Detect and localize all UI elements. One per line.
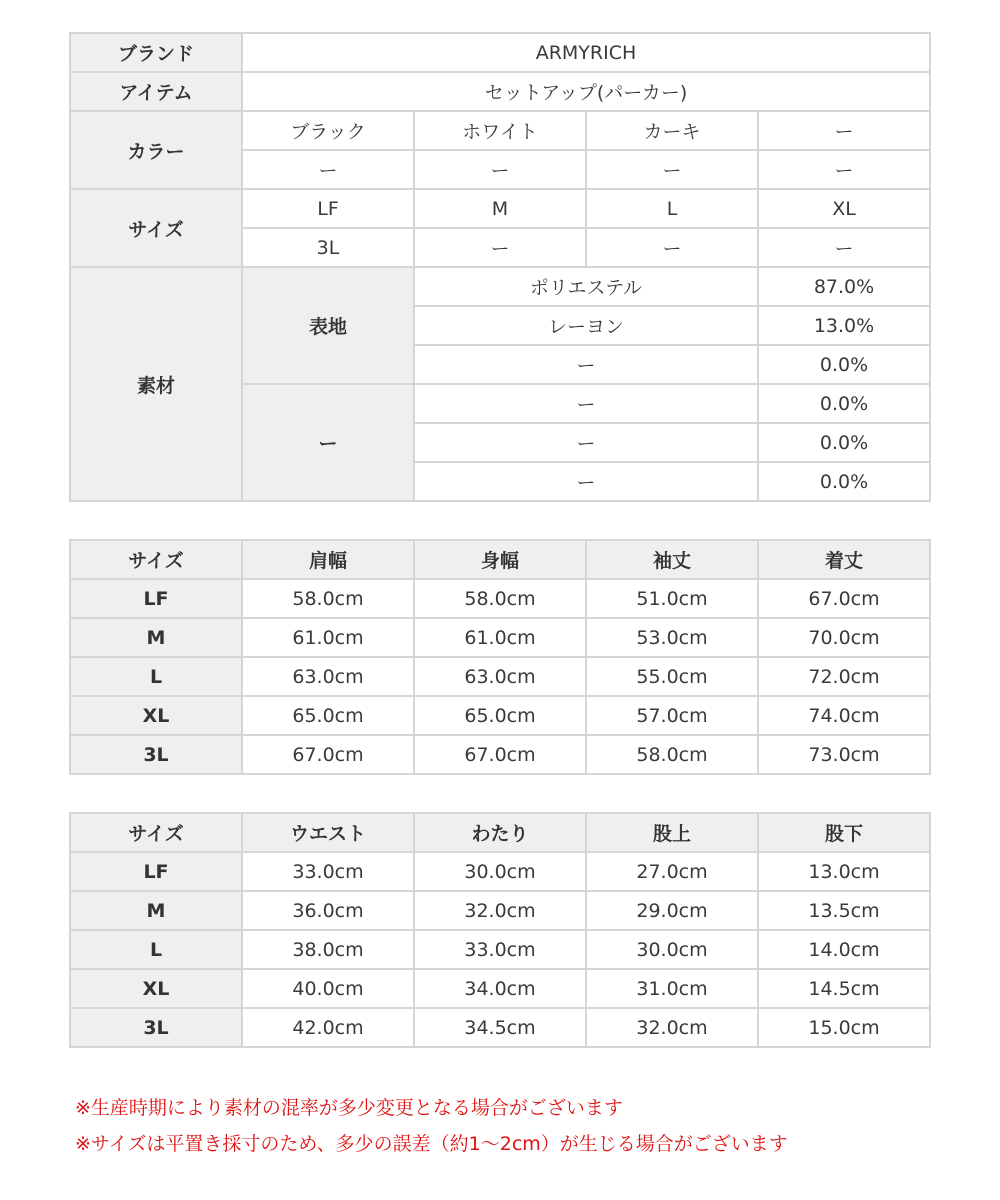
material-label: 素材 (70, 267, 242, 501)
size-value: ー (586, 228, 758, 267)
table-row (70, 930, 930, 969)
measurement-cell: 31.0cm (586, 969, 758, 1008)
material-percent: 0.0% (758, 384, 930, 423)
brand-value: ARMYRICH (242, 33, 930, 72)
measurement-cell: 30.0cm (586, 930, 758, 969)
measurement-cell: 55.0cm (586, 657, 758, 696)
measurement-cell: 67.0cm (414, 735, 586, 774)
size-cell: XL (70, 696, 242, 735)
measurement-cell: 40.0cm (242, 969, 414, 1008)
size-value: ー (758, 228, 930, 267)
measurement-cell: 65.0cm (242, 696, 414, 735)
measurement-cell: 58.0cm (414, 579, 586, 618)
size-value: LF (242, 189, 414, 228)
material-fiber: ー (414, 345, 758, 384)
column-header: 股上 (586, 813, 758, 852)
measurement-cell: 72.0cm (758, 657, 930, 696)
size-cell: LF (70, 852, 242, 891)
column-header: サイズ (70, 813, 242, 852)
item-label: アイテム (70, 72, 242, 111)
size-cell: XL (70, 969, 242, 1008)
tops-header-row (70, 540, 930, 579)
measurement-cell: 67.0cm (242, 735, 414, 774)
measurement-cell: 63.0cm (414, 657, 586, 696)
color-value: ー (414, 150, 586, 189)
bottoms-size-table (69, 812, 931, 1048)
table-row (70, 1008, 930, 1047)
measurement-cell: 36.0cm (242, 891, 414, 930)
measurement-cell: 42.0cm (242, 1008, 414, 1047)
column-header: 袖丈 (586, 540, 758, 579)
size-value: ー (414, 228, 586, 267)
size-value: L (586, 189, 758, 228)
measurement-cell: 67.0cm (758, 579, 930, 618)
measurement-cell: 32.0cm (586, 1008, 758, 1047)
color-value: カーキ (586, 111, 758, 150)
size-cell: M (70, 618, 242, 657)
notes (75, 1090, 788, 1162)
table-row (70, 579, 930, 618)
table-row (70, 618, 930, 657)
bottoms-header-row (70, 813, 930, 852)
size-cell: L (70, 657, 242, 696)
measurement-cell: 29.0cm (586, 891, 758, 930)
measurement-cell: 14.0cm (758, 930, 930, 969)
measurement-cell: 33.0cm (242, 852, 414, 891)
table-row (70, 852, 930, 891)
material-group-name: ー (242, 384, 414, 501)
measurement-cell: 57.0cm (586, 696, 758, 735)
material-fiber: レーヨン (414, 306, 758, 345)
material-percent: 0.0% (758, 462, 930, 501)
column-header: 身幅 (414, 540, 586, 579)
material-row (70, 267, 930, 306)
note-line: ※サイズは平置き採寸のため、多少の誤差（約1～2cm）が生じる場合がございます (75, 1133, 788, 1155)
product-spec-table (69, 32, 931, 502)
material-percent: 0.0% (758, 345, 930, 384)
color-value: ブラック (242, 111, 414, 150)
measurement-cell: 51.0cm (586, 579, 758, 618)
column-header: サイズ (70, 540, 242, 579)
size-cell: M (70, 891, 242, 930)
column-header: 肩幅 (242, 540, 414, 579)
brand-row (70, 33, 930, 72)
material-percent: 0.0% (758, 423, 930, 462)
measurement-cell: 27.0cm (586, 852, 758, 891)
measurement-cell: 61.0cm (414, 618, 586, 657)
size-cell: 3L (70, 735, 242, 774)
size-value: XL (758, 189, 930, 228)
measurement-cell: 13.5cm (758, 891, 930, 930)
tops-size-table (69, 539, 931, 775)
measurement-cell: 13.0cm (758, 852, 930, 891)
material-percent: 13.0% (758, 306, 930, 345)
material-group-name: 表地 (242, 267, 414, 384)
color-value: ー (586, 150, 758, 189)
brand-label: ブランド (70, 33, 242, 72)
column-header: わたり (414, 813, 586, 852)
color-value: ー (758, 111, 930, 150)
color-row (70, 111, 930, 150)
bottoms-body (70, 852, 930, 1047)
material-fiber: ポリエステル (414, 267, 758, 306)
measurement-cell: 53.0cm (586, 618, 758, 657)
measurement-cell: 73.0cm (758, 735, 930, 774)
table-row (70, 657, 930, 696)
size-value: M (414, 189, 586, 228)
measurement-cell: 38.0cm (242, 930, 414, 969)
measurement-cell: 65.0cm (414, 696, 586, 735)
size-cell: 3L (70, 1008, 242, 1047)
material-fiber: ー (414, 384, 758, 423)
color-value: ー (242, 150, 414, 189)
column-header: ウエスト (242, 813, 414, 852)
color-value: ホワイト (414, 111, 586, 150)
measurement-cell: 34.0cm (414, 969, 586, 1008)
measurement-cell: 30.0cm (414, 852, 586, 891)
measurement-cell: 32.0cm (414, 891, 586, 930)
item-value: セットアップ(パーカー) (242, 72, 930, 111)
table-row (70, 735, 930, 774)
measurement-cell: 58.0cm (242, 579, 414, 618)
note-line: ※生産時期により素材の混率が多少変更となる場合がございます (75, 1097, 623, 1119)
measurement-cell: 74.0cm (758, 696, 930, 735)
measurement-cell: 61.0cm (242, 618, 414, 657)
size-cell: LF (70, 579, 242, 618)
measurement-cell: 58.0cm (586, 735, 758, 774)
material-percent: 87.0% (758, 267, 930, 306)
size-row (70, 189, 930, 228)
material-fiber: ー (414, 423, 758, 462)
measurement-cell: 33.0cm (414, 930, 586, 969)
size-label: サイズ (70, 189, 242, 267)
size-value: 3L (242, 228, 414, 267)
item-row (70, 72, 930, 111)
measurement-cell: 34.5cm (414, 1008, 586, 1047)
table-row (70, 696, 930, 735)
column-header: 着丈 (758, 540, 930, 579)
color-label: カラー (70, 111, 242, 189)
column-header: 股下 (758, 813, 930, 852)
measurement-cell: 70.0cm (758, 618, 930, 657)
material-fiber: ー (414, 462, 758, 501)
color-value: ー (758, 150, 930, 189)
table-row (70, 891, 930, 930)
tops-body (70, 579, 930, 774)
measurement-cell: 63.0cm (242, 657, 414, 696)
table-row (70, 969, 930, 1008)
measurement-cell: 15.0cm (758, 1008, 930, 1047)
measurement-cell: 14.5cm (758, 969, 930, 1008)
size-cell: L (70, 930, 242, 969)
